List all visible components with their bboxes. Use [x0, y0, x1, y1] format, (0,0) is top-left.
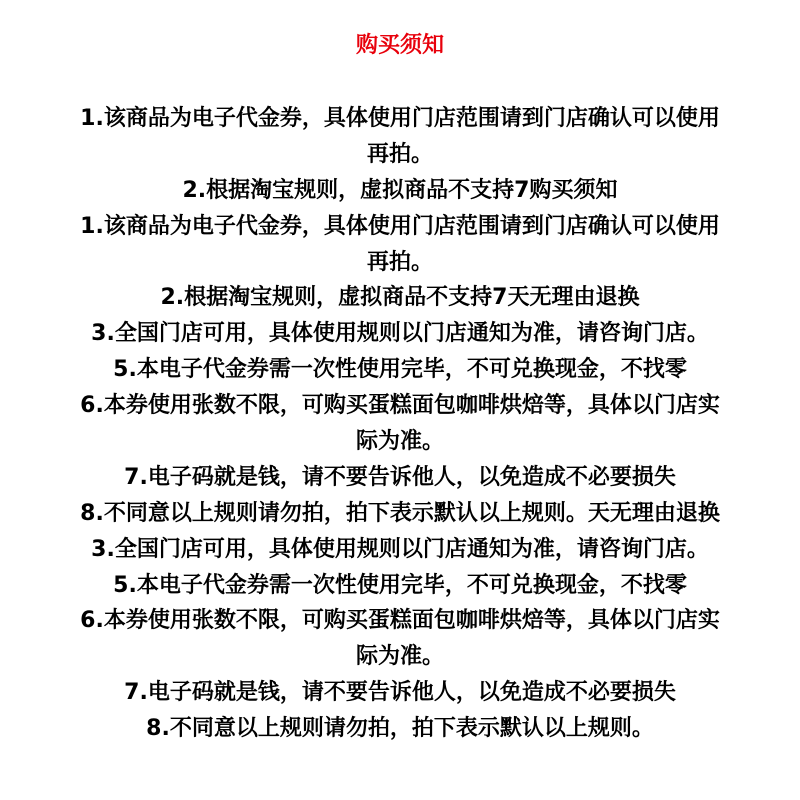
notice-line-9: 6.本券使用张数不限，可购买蛋糕面包咖啡烘焙等，具体以门店实 — [80, 393, 720, 419]
notice-line-3: 2.根据淘宝规则，虚拟商品不支持7购买须知 — [182, 177, 618, 203]
notice-line-7: 3.全国门店可用，具体使用规则以门店通知为准，请咨询门店。 — [91, 321, 709, 347]
notice-line-10: 际为准。 — [355, 429, 444, 455]
notice-line-14: 5.本电子代金券需一次性使用完毕，不可兑换现金，不找零 — [113, 572, 687, 598]
notice-line-1: 1.该商品为电子代金券，具体使用门店范围请到门店确认可以使用 — [80, 106, 720, 131]
notice-line-8: 5.本电子代金券需一次性使用完毕，不可兑换现金，不找零 — [113, 357, 687, 383]
notice-line-13: 3.全国门店可用，具体使用规则以门店通知为准，请咨询门店。 — [91, 536, 709, 562]
notice-line-5: 再拍。 — [366, 249, 433, 275]
notice-line-12: 8.不同意以上规则请勿拍，拍下表示默认以上规则。天无理由退换 — [80, 500, 720, 526]
notice-line-4: 1.该商品为电子代金券，具体使用门店范围请到门店确认可以使用 — [80, 213, 720, 239]
notice-line-18: 8.不同意以上规则请勿拍，拍下表示默认以上规则。 — [146, 716, 654, 742]
notice-line-17: 7.电子码就是钱，请不要告诉他人，以免造成不必要损失 — [124, 680, 676, 706]
notice-line-16: 际为准。 — [355, 644, 444, 670]
notice-list — [0, 101, 800, 747]
notice-line-11: 7.电子码就是钱，请不要告诉他人，以免造成不必要损失 — [124, 464, 676, 490]
notice-line-6: 2.根据淘宝规则，虚拟商品不支持7天无理由退换 — [160, 285, 640, 311]
notice-line-15: 6.本券使用张数不限，可购买蛋糕面包咖啡烘焙等，具体以门店实 — [80, 608, 720, 634]
page-title: 购买须知 — [355, 33, 444, 58]
notice-line-2: 再拍。 — [366, 141, 433, 167]
